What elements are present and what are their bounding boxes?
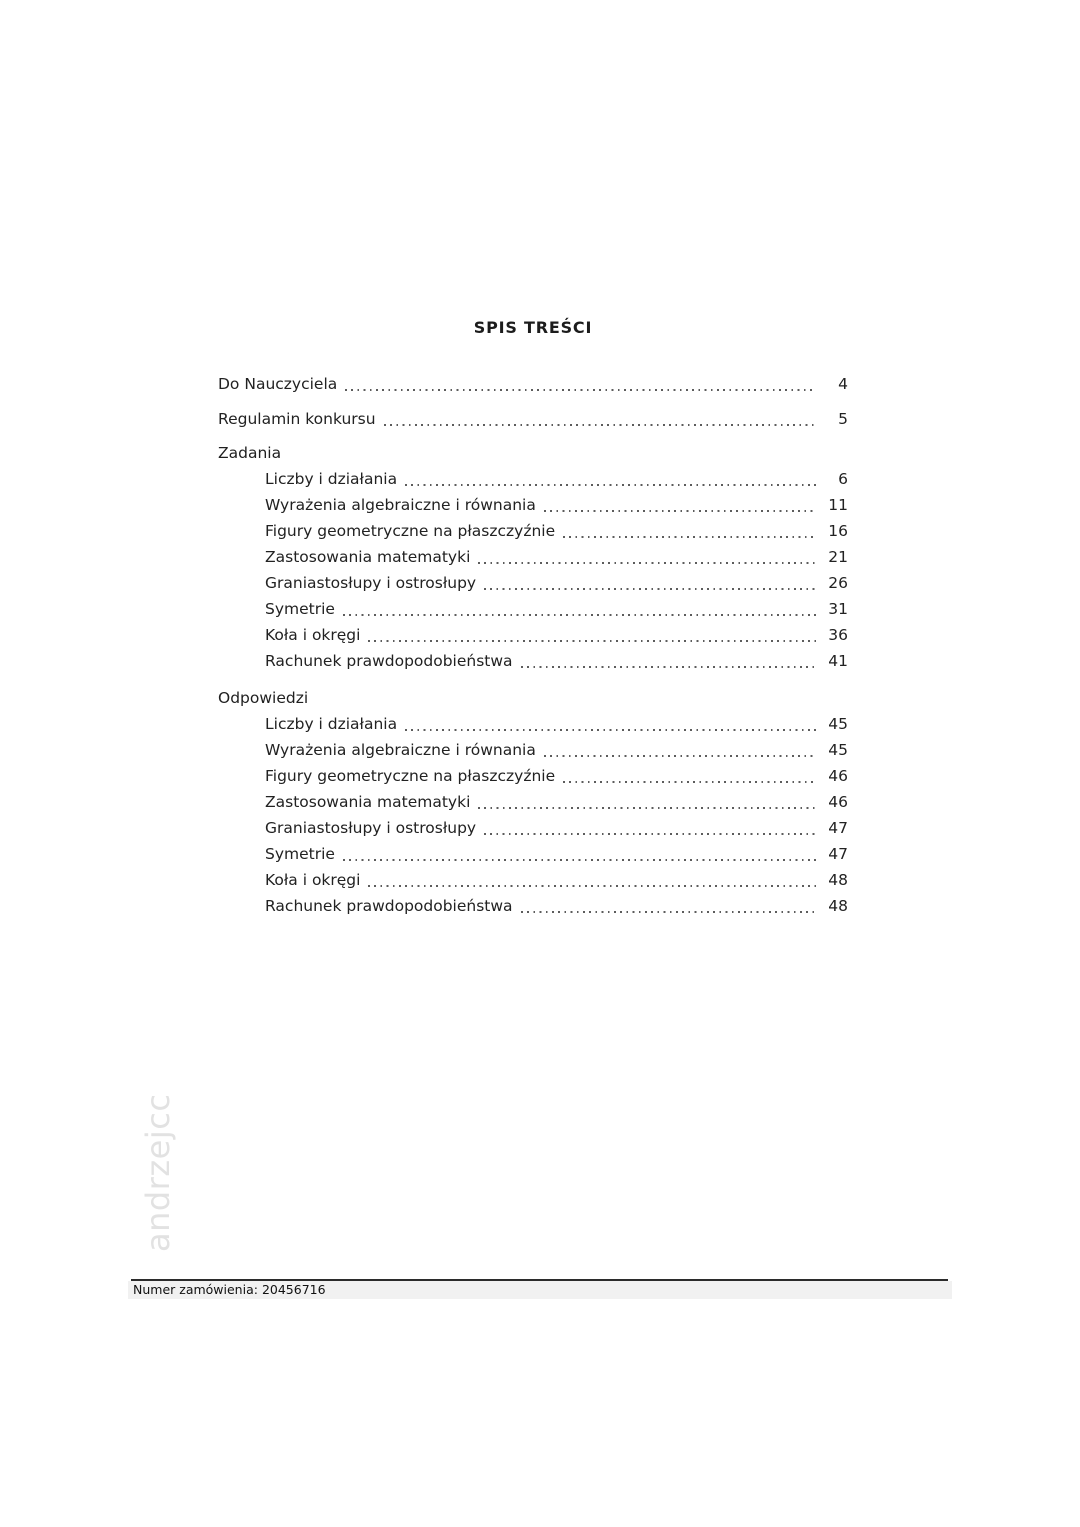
toc-entry-page: 26 [828,574,848,592]
toc-entry-label: Wyrażenia algebraiczne i równania [265,741,536,759]
toc-entry-page: 46 [828,793,848,811]
toc-entry-label: Zastosowania matematyki [265,793,471,811]
dot-leader [563,781,816,783]
toc-entry [218,406,848,432]
watermark-text: andrzejcc [139,1093,177,1252]
order-number-value: 20456716 [261,1282,326,1297]
toc-entry-page: 6 [838,470,848,488]
toc-entry [218,466,848,492]
toc-entry-label: Koła i okręgi [265,626,361,644]
toc-entry [218,596,848,622]
dot-leader [521,911,816,913]
toc-section-header-odpowiedzi [218,685,848,711]
dot-leader [521,666,816,668]
dot-leader [343,614,816,616]
toc-entry [218,789,848,815]
toc-entry [218,841,848,867]
toc-entry-label: Figury geometryczne na płaszczyźnie [265,767,556,785]
toc-entry [218,815,848,841]
toc-entry-page: 45 [828,741,848,759]
toc-entry [218,570,848,596]
toc-entry-label: Zastosowania matematyki [265,548,471,566]
dot-leader [368,640,816,642]
toc-entry-label: Do Nauczyciela [218,375,338,393]
toc-entry-page: 36 [828,626,848,644]
dot-leader [384,424,816,426]
toc-section-label: Odpowiedzi [218,689,309,707]
toc-entry [218,622,848,648]
toc-entry [218,867,848,893]
footer-order-bar [128,1281,952,1299]
dot-leader [563,536,816,538]
toc-entry-label: Liczby i działania [265,470,398,488]
toc-entry [218,763,848,789]
toc-entry-label: Koła i okręgi [265,871,361,889]
toc-entry [218,371,848,397]
toc-entry-page: 16 [828,522,848,540]
toc-entry [218,518,848,544]
dot-leader [484,833,816,835]
toc-entry [218,737,848,763]
dot-leader [544,510,816,512]
toc-entry-label: Rachunek prawdopodobieństwa [265,652,513,670]
toc-entry-page: 4 [838,375,848,393]
toc-entry-label: Symetrie [265,845,335,863]
order-number-label: Numer zamówienia: [133,1282,258,1297]
toc-entry-label: Graniastosłupy i ostrosłupy [265,574,477,592]
toc-entry [218,711,848,737]
dot-leader [478,807,816,809]
dot-leader [405,729,816,731]
toc-entry-page: 21 [828,548,848,566]
toc-entry-page: 47 [828,845,848,863]
dot-leader [478,562,816,564]
toc-entry-page: 31 [828,600,848,618]
toc-entry-label: Graniastosłupy i ostrosłupy [265,819,477,837]
dot-leader [484,588,816,590]
toc-entry [218,893,848,919]
toc-entry-page: 48 [828,871,848,889]
toc-section-header-zadania [218,440,848,466]
toc-entry-label: Wyrażenia algebraiczne i równania [265,496,536,514]
toc-section-label: Zadania [218,444,282,462]
toc-entry-page: 5 [838,410,848,428]
toc-entry-label: Liczby i działania [265,715,398,733]
toc-entry [218,492,848,518]
toc-entry-page: 11 [828,496,848,514]
dot-leader [405,484,816,486]
dot-leader [544,755,816,757]
toc-entry-page: 48 [828,897,848,915]
toc-entry-page: 46 [828,767,848,785]
table-of-contents [218,371,848,919]
toc-entry-page: 41 [828,652,848,670]
dot-leader [343,859,816,861]
toc-entry-label: Regulamin konkursu [218,410,376,428]
dot-leader [368,885,816,887]
toc-entry-label: Symetrie [265,600,335,618]
dot-leader [345,389,816,391]
toc-entry-page: 45 [828,715,848,733]
toc-entry-label: Rachunek prawdopodobieństwa [265,897,513,915]
toc-entry [218,648,848,674]
toc-entry [218,544,848,570]
toc-entry-page: 47 [828,819,848,837]
toc-title: SPIS TREŚCI [473,318,593,337]
toc-entry-label: Figury geometryczne na płaszczyźnie [265,522,556,540]
